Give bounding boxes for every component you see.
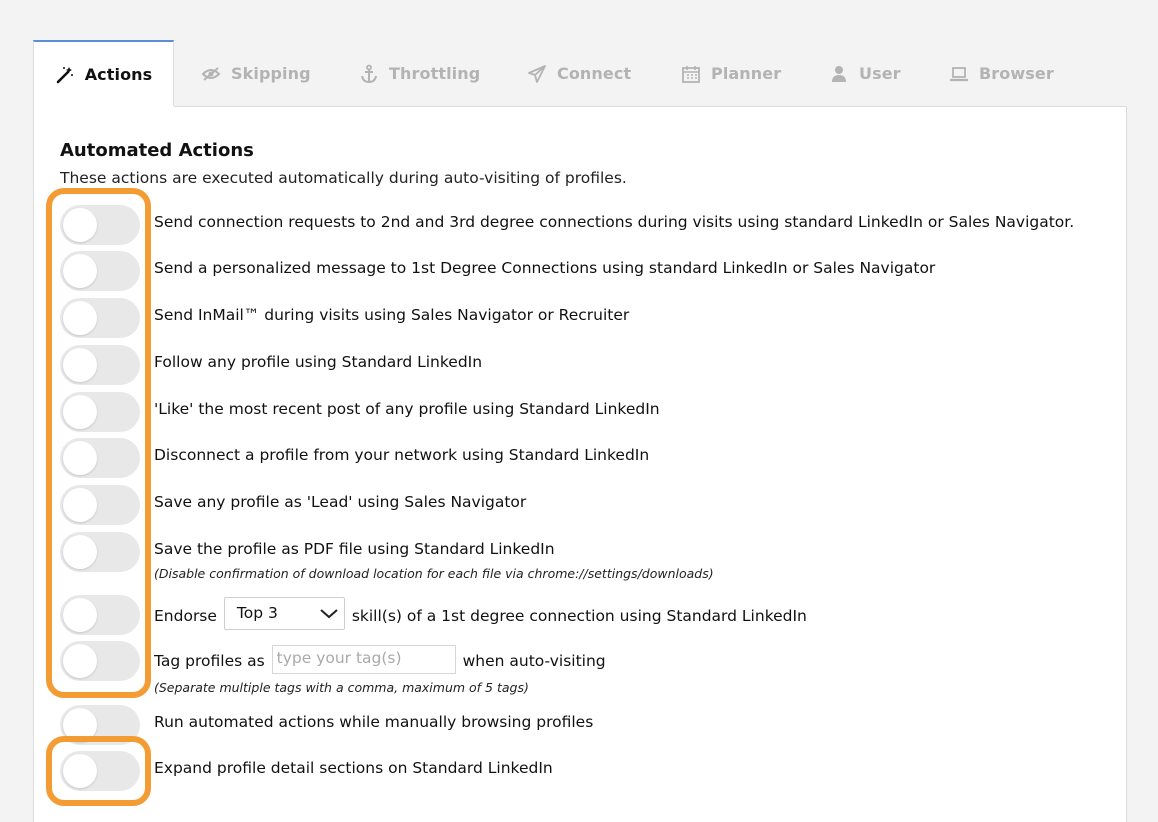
laptop-icon — [949, 64, 969, 84]
highlight-box — [46, 736, 151, 806]
action-row — [60, 345, 1120, 385]
endorse-label — [154, 603, 807, 630]
tab-throttling[interactable] — [359, 40, 480, 107]
tab-label: Actions — [84, 65, 153, 84]
action-label: 'Like' the most recent post of any profile using Standard LinkedIn — [154, 400, 660, 418]
endorse-selected: Top 3 — [236, 604, 278, 622]
action-row — [60, 251, 1120, 291]
tab-skipping[interactable] — [201, 40, 311, 107]
tab-actions[interactable] — [33, 40, 174, 107]
tab-label: User — [859, 64, 901, 83]
tag-label — [154, 649, 606, 674]
action-label: Send connection requests to 2nd and 3rd degree connections during visits using standard LinkedIn or Sales Navigator. — [154, 213, 1075, 231]
action-label: Run automated actions while manually browsing profiles — [154, 713, 594, 731]
tag-note: (Separate multiple tags with a comma, maximum of 5 tags) — [154, 680, 529, 695]
action-row — [60, 751, 1120, 791]
action-row — [60, 532, 1120, 588]
tab-connect[interactable] — [527, 40, 631, 107]
endorse-row — [60, 595, 1120, 635]
magic-wand-icon — [55, 65, 75, 85]
tab-browser[interactable] — [949, 40, 1054, 107]
tab-label: Throttling — [389, 64, 481, 83]
paper-plane-icon — [527, 64, 547, 84]
tab-bar — [33, 40, 1127, 107]
anchor-icon — [359, 64, 379, 84]
user-icon — [829, 64, 849, 84]
tag-suffix: when auto-visiting — [462, 652, 606, 670]
highlight-box — [46, 188, 151, 698]
chevron-down-icon — [320, 606, 338, 620]
action-row — [60, 298, 1120, 338]
divider — [174, 106, 1127, 107]
action-label: Send a personalized message to 1st Degree Connections using standard LinkedIn or Sales Navigator — [154, 259, 936, 277]
action-label: Save the profile as PDF file using Standard LinkedIn — [154, 540, 555, 558]
action-label: Send InMail™ during visits using Sales Navigator or Recruiter — [154, 306, 630, 324]
action-label: Disconnect a profile from your network using Standard LinkedIn — [154, 446, 650, 464]
tag-row — [60, 641, 1120, 699]
action-row — [60, 705, 1120, 745]
action-note: (Disable confirmation of download location for each file via chrome://settings/downloads) — [154, 566, 714, 581]
tab-label: Planner — [711, 64, 782, 83]
tab-label: Skipping — [231, 64, 311, 83]
endorse-prefix: Endorse — [154, 607, 217, 625]
endorse-suffix: skill(s) of a 1st degree connection using Standard LinkedIn — [351, 607, 807, 625]
endorse-count-select[interactable] — [224, 597, 345, 630]
eye-slash-icon — [201, 64, 221, 84]
calendar-icon — [681, 64, 701, 84]
action-row — [60, 485, 1120, 525]
tab-label: Connect — [557, 64, 632, 83]
tab-label: Browser — [979, 64, 1054, 83]
tag-prefix: Tag profiles as — [154, 652, 265, 670]
tag-input[interactable]: type your tag(s) — [272, 645, 456, 674]
action-row — [60, 438, 1120, 478]
action-label: Follow any profile using Standard LinkedIn — [154, 353, 483, 371]
action-row — [60, 205, 1120, 245]
action-label: Save any profile as 'Lead' using Sales Navigator — [154, 493, 527, 511]
action-label: Expand profile detail sections on Standard LinkedIn — [154, 759, 553, 777]
action-row — [60, 392, 1120, 432]
tab-user[interactable] — [829, 40, 901, 107]
section-title: Automated Actions — [60, 140, 254, 161]
tab-planner[interactable] — [681, 40, 781, 107]
section-subtitle: These actions are executed automatically during auto-visiting of profiles. — [60, 169, 627, 187]
